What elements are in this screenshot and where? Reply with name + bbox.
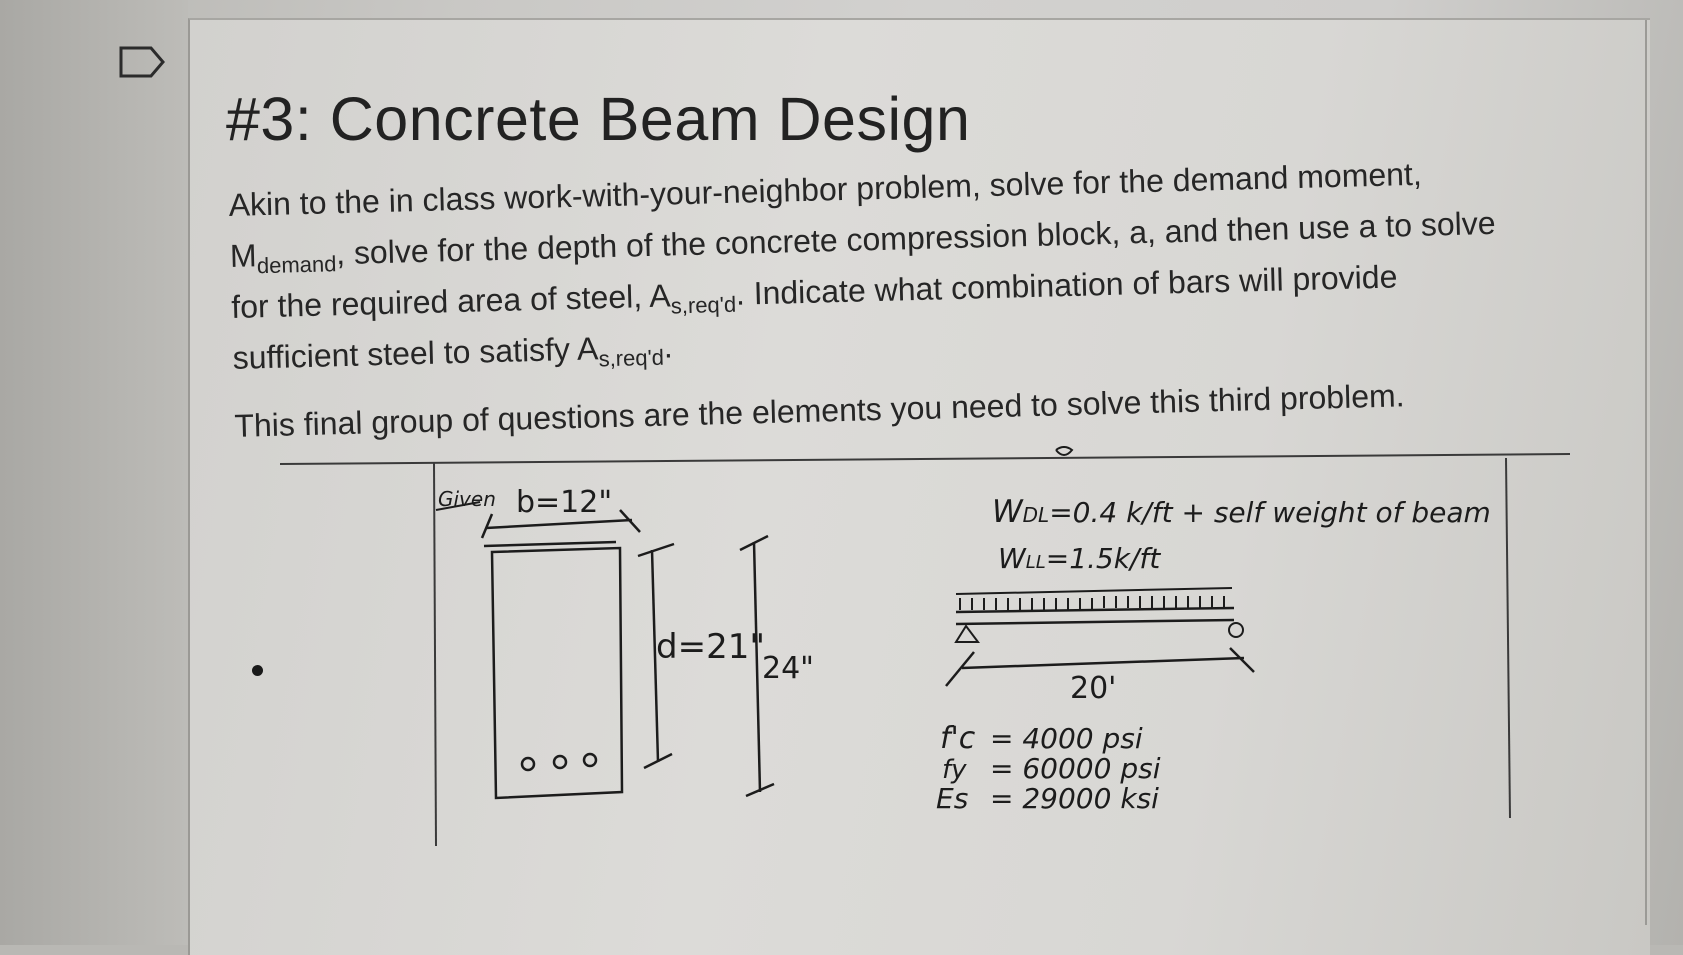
wdl-value: =0.4 k/ft + self weight of beam	[1049, 496, 1491, 529]
sketch-given-label: Given	[438, 487, 496, 511]
material-properties	[936, 721, 1161, 815]
paragraph-line-2-text: , solve for the depth of the concrete compression block, a, and then use a to solve	[335, 204, 1496, 272]
sketch-h-label: 24"	[762, 651, 814, 686]
es-value: = 29000 ksi	[990, 782, 1159, 815]
card-right-border	[1645, 20, 1647, 925]
sketch-span-label: 20'	[1070, 671, 1117, 706]
paragraph-line-3-rest: . Indicate what combination of bars will provide	[735, 258, 1398, 312]
sketch-d-label: d=21"	[656, 627, 765, 667]
moment-symbol: M	[229, 237, 258, 274]
fc-value: = 4000 psi	[990, 722, 1143, 755]
wdl-symbol: W	[992, 494, 1023, 530]
moment-subscript: demand	[256, 251, 337, 279]
distributed-load	[956, 588, 1232, 610]
wll-subscript: LL	[1025, 552, 1046, 573]
paragraph-line-4-text: sufficient steel to satisfy A	[232, 330, 599, 376]
pin-support-icon	[956, 626, 978, 642]
flag-icon[interactable]	[118, 45, 166, 79]
fy-value: = 60000 psi	[990, 752, 1161, 785]
roller-support-icon	[1229, 623, 1243, 637]
question-body	[228, 145, 1564, 445]
steel-area-subscript: s,req'd	[670, 291, 737, 319]
question-title: #3: Concrete Beam Design	[226, 85, 971, 153]
wll-value: =1.5k/ft	[1045, 542, 1161, 575]
fc-label: f'c	[940, 721, 976, 756]
beam-sketch	[270, 446, 1570, 856]
wll-symbol: W	[998, 542, 1026, 575]
list-bullet	[252, 665, 263, 676]
steel-area-subscript-2: s,req'd	[598, 344, 665, 372]
paragraph-line-4-rest: .	[663, 328, 674, 365]
question-paragraph	[228, 145, 1563, 384]
beam-cross-section	[484, 542, 622, 798]
left-gutter	[0, 0, 188, 945]
paragraph-line-1: Akin to the in class work-with-your-neighbor problem, solve for the demand moment,	[228, 155, 1423, 223]
beam-elevation	[956, 608, 1234, 624]
sketch-wdl-label	[992, 494, 1491, 530]
wdl-subscript: DL	[1022, 503, 1050, 527]
paragraph-line-3-text: for the required area of steel, A	[230, 277, 672, 325]
sketch-b-label: b=12"	[516, 485, 613, 520]
rebar-circles	[522, 754, 596, 770]
question-paragraph-2: This final group of questions are the elements you need to solve this third problem.	[233, 377, 1405, 444]
fy-label: fy	[942, 755, 967, 785]
tick-mark	[1056, 447, 1072, 455]
es-label: Es	[936, 782, 969, 815]
sketch-wll-label	[998, 542, 1161, 575]
